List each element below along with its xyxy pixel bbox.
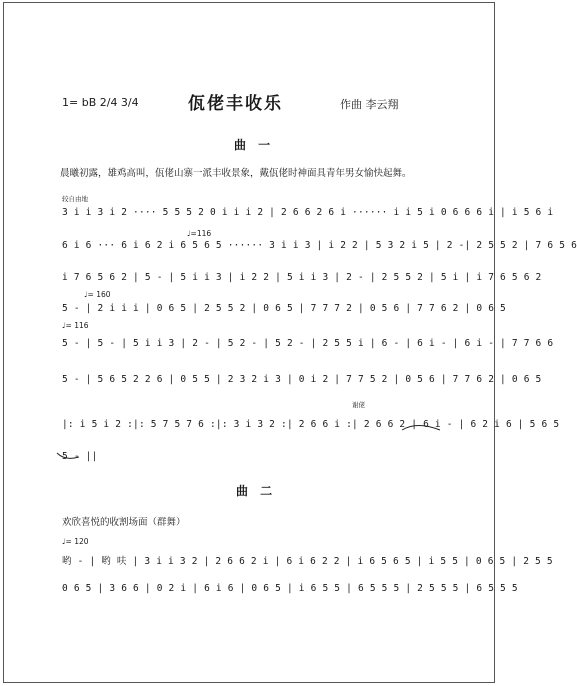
section-2-description: 欢欣喜悦的收割场面（群舞） [62,517,186,528]
score-line: |: i 5 i 2 :|: 5 7 5 7 6 :|: 3 i 3 2 :| 2 6 6 i :| 2 6 6 2 | 6 i - | 6 2 i 6 | 5 6 5 [62,419,560,430]
score-line: 5 - | 2 i i i | 0 6 5 | 2 5 5 2 | 0 6 5 | 7 7 7 2 | 0 5 6 | 7 7 6 2 | 0 6 5 [62,303,506,314]
tempo-mark: ♩=116 [187,229,212,238]
tempo-mark: ♩= 116 [62,321,89,330]
section-1-description: 晨曦初露，雄鸡高叫，佤佬山寨一派丰收景象，戴佤佬时神面具青年男女愉快起舞。 [60,168,412,179]
score-line: 哟 - | 哟 呋 | 3 i i 3 2 | 2 6 6 2 i | 6 i 6 2 2 | i 6 5 6 5 | i 5 5 | 0 6 5 | 2 5 5 [62,556,553,567]
score-line: 0 6 5 | 3 6 6 | 0 2 i | 6 i 6 | 0 6 5 | i 6 5 5 | 6 5 5 5 | 2 5 5 5 | 6 5 5 5 [62,583,518,594]
expression-mark-free: 较自由地 [62,195,88,203]
tempo-mark: ♩= 160 [84,290,111,299]
tempo-mark: ♩= 120 [62,537,89,546]
slur-marks [55,433,455,463]
expression-mark-xie: 谢佬 [352,401,365,409]
composer-credit: 作曲 李云翔 [340,98,399,111]
score-line: i 7 6 5 6 2 | 5 - | 5 i i 3 | i 2 2 | 5 i i 3 | 2 - | 2 5 5 2 | 5 i | i 7 6 5 6 2 [62,272,542,283]
key-signature: 1= bB 2/4 3/4 [62,96,139,109]
score-line: 3 i i 3 i 2 ···· 5 5 5 2 0 i i i 2 | 2 6 6 2 6 i ······ i i 5 i 0 6 6 6 i | i 5 6 i [62,207,554,218]
page-title: 佤佬丰收乐 [188,94,283,114]
score-line: 5 - | 5 - | 5 i i 3 | 2 - | 5 2 - | 5 2 - | 2 5 5 i | 6 - | 6 i - | 6 i - | 7 7 6 6 [62,338,554,349]
score-line: 6 i 6 ··· 6 i 6 2 i 6 5 6 5 ······ 3 i i 3 | i 2 2 | 5 3 2 i 5 | 2 -| 2 5 5 2 | 7 6 5 6 [62,240,577,251]
score-line: 5 - | 5 6 5 2 2 6 | 0 5 5 | 2 3 2 i 3 | 0 i 2 | 7 7 5 2 | 0 5 6 | 7 7 6 2 | 0 6 5 [62,374,542,385]
score-line: 5 - || [62,451,98,462]
section-heading-1: 曲 一 [234,138,275,152]
section-heading-2: 曲 二 [236,484,277,498]
